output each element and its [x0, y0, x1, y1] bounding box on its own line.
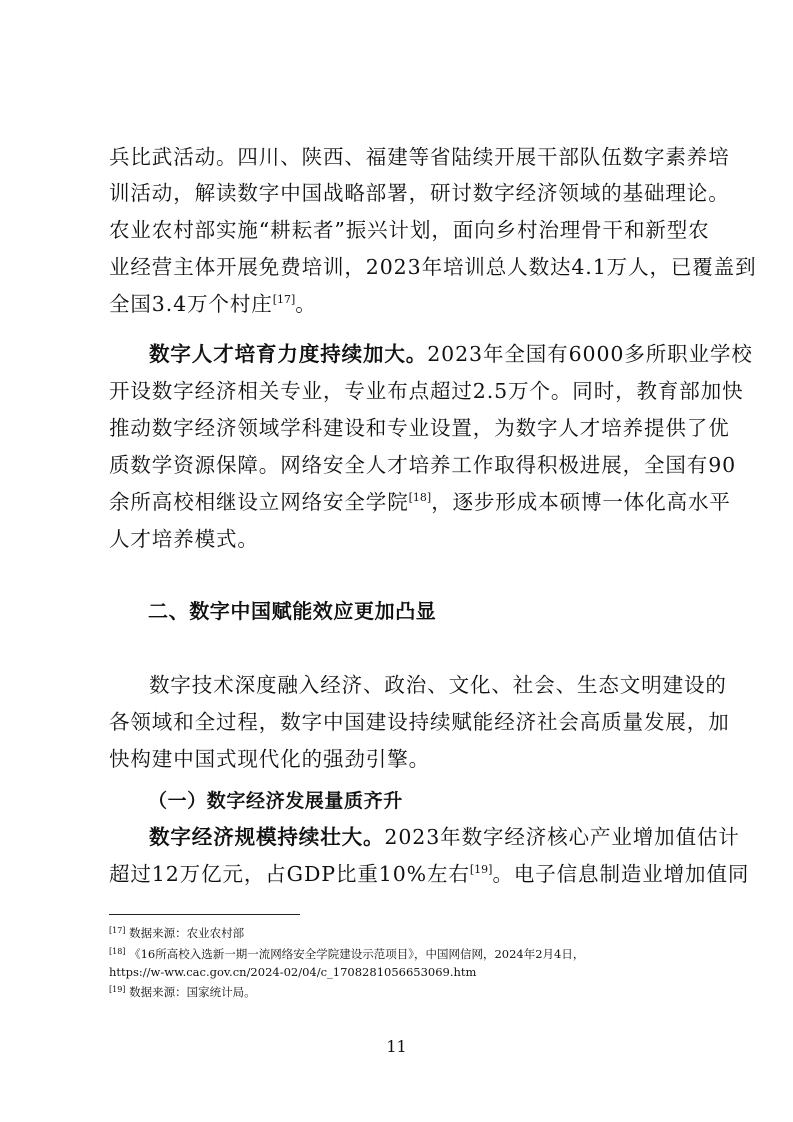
- paragraph-line: [149, 340, 753, 368]
- paragraph-line: 训活动，解读数字中国战略部署，研讨数字经济领域的基础理论。: [109, 181, 730, 205]
- line-text: 全国3.4万个村庄: [109, 292, 273, 316]
- footnote-text: 数据来源：国家统计局。: [129, 985, 256, 999]
- line-text: 。: [295, 292, 317, 316]
- footnote-17: [109, 925, 709, 943]
- footnote-18-url[interactable]: https://w-ww.cac.gov.cn/2024-02/04/c_1708281056653069.htm: [109, 965, 477, 979]
- page-number: 11: [386, 1037, 407, 1056]
- footnote-ref-17[interactable]: [17]: [272, 293, 296, 306]
- paragraph-lead-bold: 数字人才培育力度持续加大。: [149, 342, 428, 366]
- line-text: 。电子信息制造业增加值同: [492, 862, 750, 886]
- paragraph-line: 数字技术深度融入经济、政治、文化、社会、生态文明建设的: [149, 673, 727, 697]
- footnote-ref-19[interactable]: [19]: [469, 863, 493, 876]
- footnote-divider: [109, 914, 300, 915]
- paragraph-line: [109, 290, 317, 322]
- paragraph-line: 开设数字经济相关专业，专业布点超过2.5万个。同时，教育部加快: [109, 379, 744, 403]
- paragraph-line: 各领域和全过程，数字中国建设持续赋能经济社会高质量发展，加: [109, 710, 730, 734]
- footnote-18: [109, 946, 709, 964]
- line-text: 余所高校相继设立网络安全学院: [109, 490, 409, 514]
- footnote-mark: [19]: [109, 985, 126, 994]
- paragraph-line: [109, 860, 749, 892]
- line-text: 2023年数字经济核心产业增加值估计: [384, 825, 740, 849]
- paragraph-lead-bold: 数字经济规模持续壮大。: [149, 825, 385, 849]
- paragraph-line: 快构建中国式现代化的强劲引擎。: [109, 747, 430, 771]
- paragraph-line: [109, 488, 731, 520]
- section-heading: 二、数字中国赋能效应更加凸显: [148, 599, 437, 623]
- subsection-heading: （一）数字经济发展量质齐升: [148, 790, 403, 812]
- footnote-text: 数据来源：农业农村部: [129, 926, 245, 940]
- paragraph-line: 业经营主体开展免费培训，2023年培训总人数达4.1万人，已覆盖到: [109, 255, 757, 279]
- line-text: 超过12万亿元，占GDP比重10%左右: [109, 862, 470, 886]
- paragraph-line: [149, 823, 740, 851]
- line-text: 2023年全国有6000多所职业学校: [427, 342, 753, 366]
- footnote-19: [109, 984, 709, 1002]
- footnote-ref-18[interactable]: [18]: [408, 491, 432, 504]
- paragraph-line: 兵比武活动。四川、陕西、福建等省陆续开展干部队伍数字素养培: [109, 145, 730, 169]
- paragraph-line: 农业农村部实施“耕耘者”振兴计划，面向乡村治理骨干和新型农: [109, 218, 710, 242]
- footnote-mark: [18]: [109, 947, 126, 956]
- footnote-text: 《16所高校入选新一期一流网络安全学院建设示范项目》，中国网信网，2024年2月4日，: [129, 947, 585, 961]
- paragraph-line: 质数学资源保障。网络安全人才培养工作取得积极进展，全国有90: [109, 453, 737, 477]
- footnote-mark: [17]: [109, 926, 126, 935]
- paragraph-line: 人才培养模式。: [109, 527, 259, 551]
- line-text: ，逐步形成本硕博一体化高水平: [431, 490, 731, 514]
- paragraph-line: 推动数字经济领域学科建设和专业设置，为数字人才培养提供了优: [109, 416, 730, 440]
